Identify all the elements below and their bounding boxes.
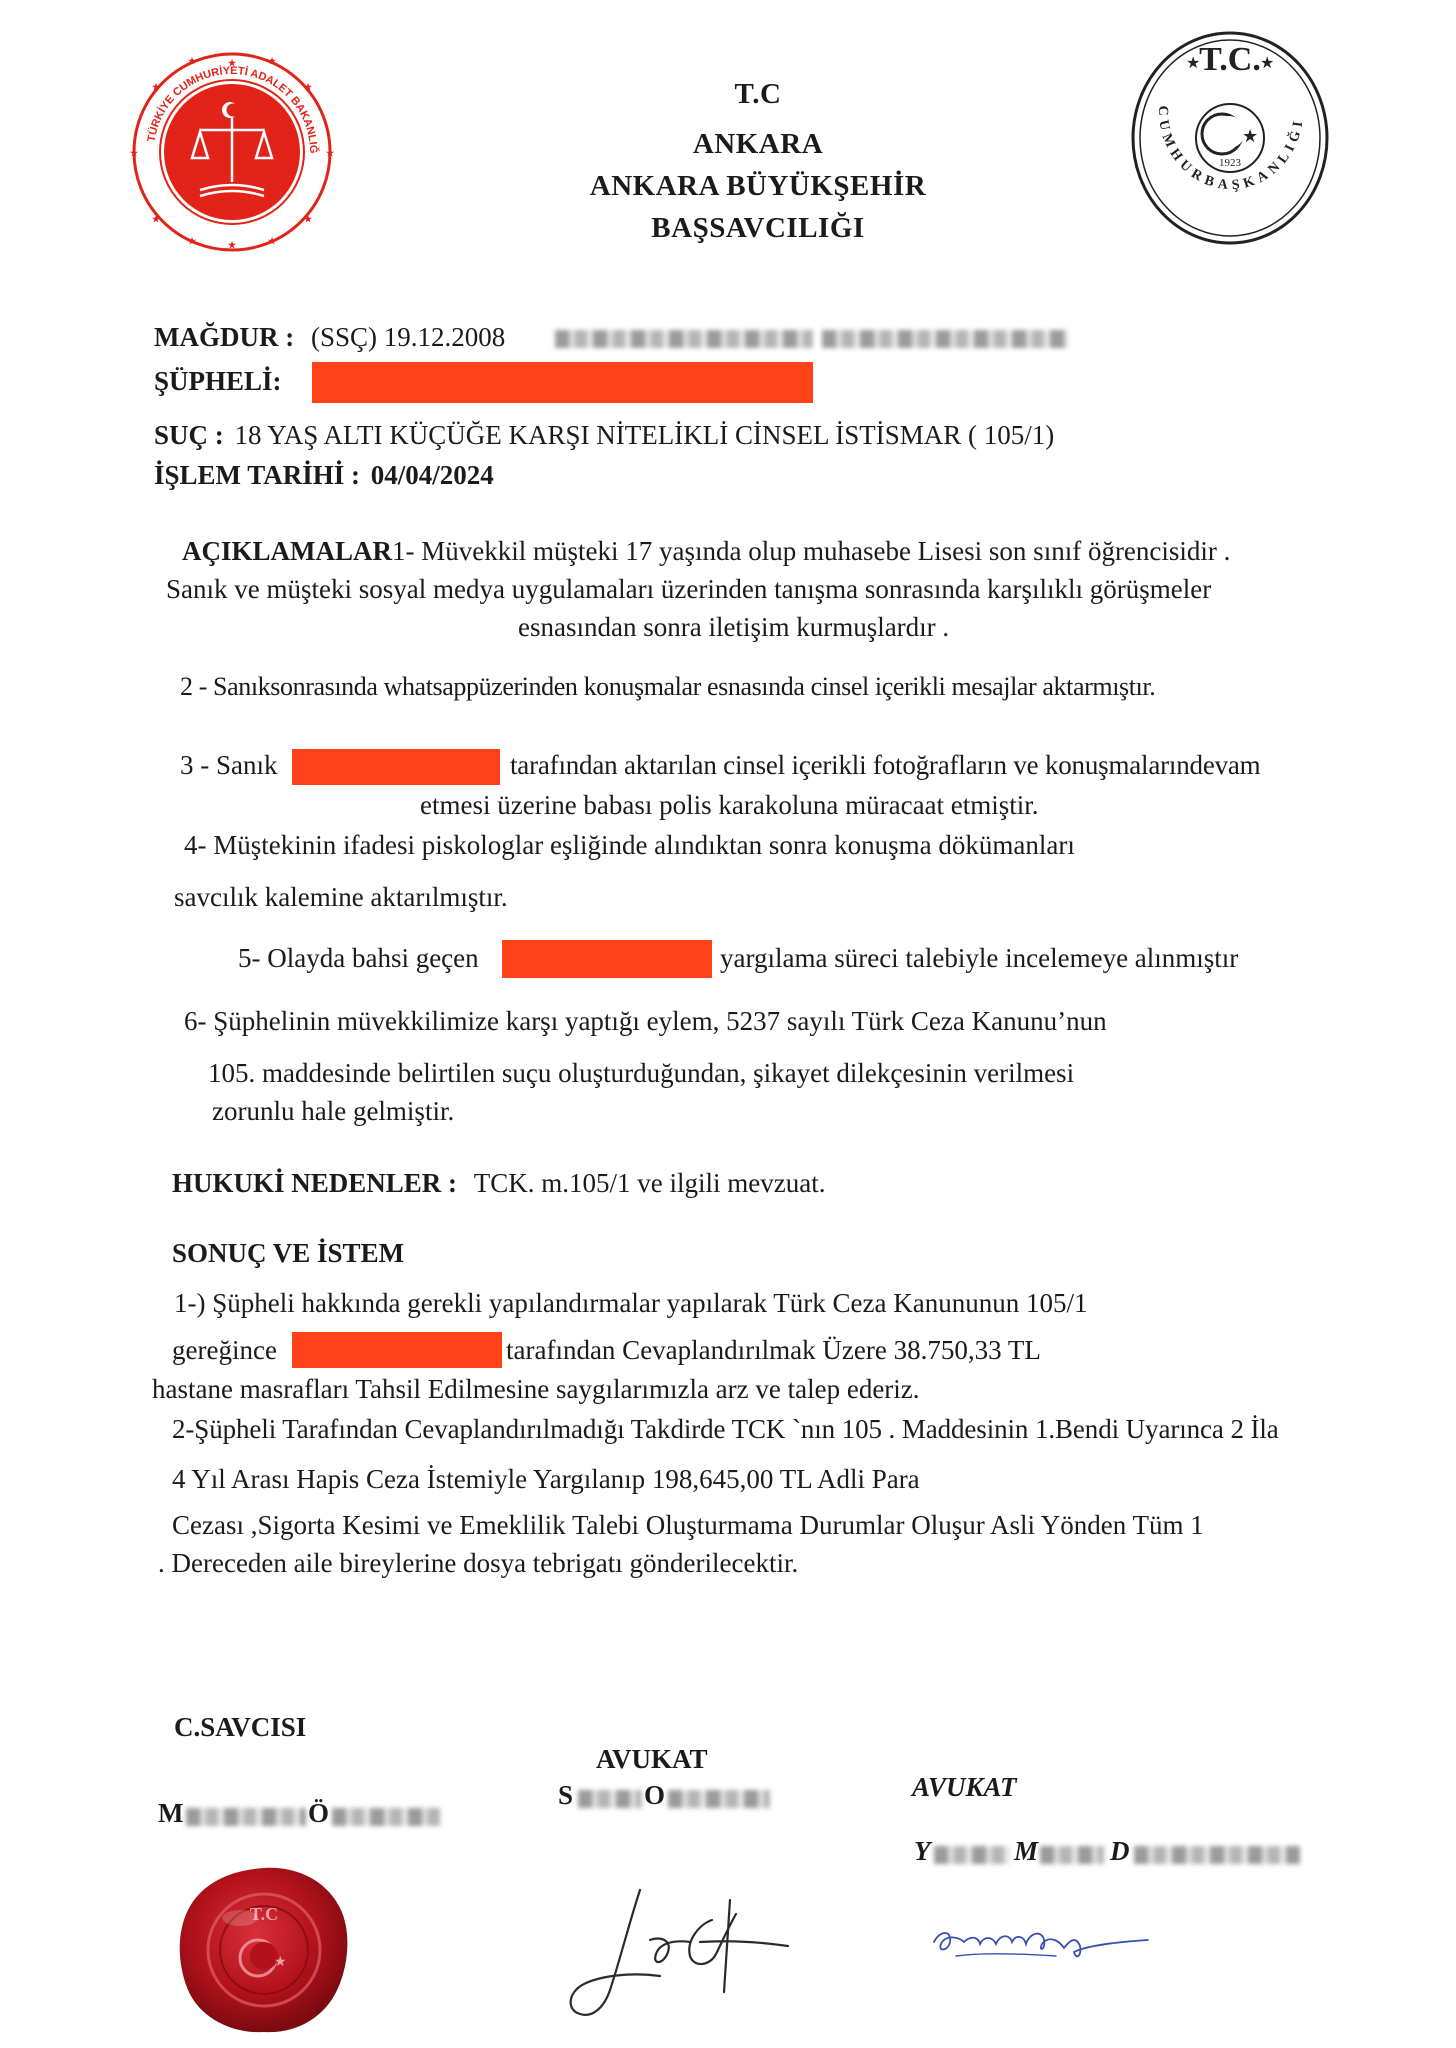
explanation-4-line-2: savcılık kalemine aktarılmıştır. <box>174 882 508 912</box>
explanation-5-suffix: yargılama süreci talebiyle incelemeye alınmıştır <box>720 943 1239 973</box>
lawyer-2-middle-redacted <box>1040 1846 1104 1864</box>
victim-value: (SSÇ) 19.12.2008 <box>310 322 506 352</box>
presidency-seal-year: 1923 <box>1219 157 1241 169</box>
svg-text:★: ★ <box>303 214 313 224</box>
crime-label: SUÇ : <box>154 420 224 450</box>
svg-text:★: ★ <box>325 148 335 158</box>
victim-row <box>154 322 505 353</box>
result-1-line-3: hastane masrafları Tahsil Edilmesine saygılarımızla arz ve talep ederiz. <box>152 1374 920 1404</box>
victim-surname-redacted <box>822 330 1068 348</box>
svg-text:★: ★ <box>267 56 277 66</box>
prosecutor-name-redacted <box>186 1808 306 1826</box>
lawyer-1-initial: S <box>558 1780 574 1810</box>
header-office: BAŞSAVCILIĞI <box>651 212 865 244</box>
lawyer-2-mid: M <box>1014 1836 1039 1866</box>
legal-value: TCK. m.105/1 ve ilgili mevzuat. <box>473 1168 826 1198</box>
crime-value: 18 YAŞ ALTI KÜÇÜĞE KARŞI NİTELİKLİ CİNSEL İSTİSMAR ( 105/1) <box>234 420 1055 450</box>
result-1-redacted <box>292 1332 502 1368</box>
result-2-line-2: 4 Yıl Arası Hapis Ceza İstemiyle Yargılanıp 198,645,00 TL Adli Para <box>172 1464 920 1494</box>
suspect-label: ŞÜPHELİ: <box>154 366 282 396</box>
explanation-6-line-3: zorunlu hale gelmiştir. <box>212 1096 455 1126</box>
lawyer-2-surname-redacted <box>1134 1846 1300 1864</box>
presidency-seal-top-text: T.C. <box>1199 41 1261 78</box>
svg-text:★: ★ <box>187 236 197 246</box>
prosecutor-mid: Ö <box>308 1798 330 1828</box>
header-tc: T.C <box>734 78 782 110</box>
crime-row <box>154 420 1054 451</box>
prosecutor-title: C.SAVCISI <box>174 1712 307 1742</box>
svg-text:★: ★ <box>151 214 161 224</box>
date-value: 04/04/2024 <box>370 460 494 490</box>
victim-label: MAĞDUR : <box>154 322 295 352</box>
svg-text:★: ★ <box>1186 55 1201 72</box>
presidency-seal-ring-text: CUMHURBAŞKANLIĞI <box>1154 105 1307 194</box>
victim-name-redacted <box>555 330 813 348</box>
lawyer-2-title: AVUKAT <box>912 1772 1017 1802</box>
header-metropolitan: ANKARA BÜYÜKŞEHİR <box>589 170 927 202</box>
explanation-2: 2 - Sanıksonrasında whatsappüzerinden konuşmalar esnasında cinsel içerikli mesajlar aktarmıştır. <box>180 672 1156 701</box>
date-label: İŞLEM TARİHİ : <box>154 460 361 490</box>
lawyer-1-signature <box>540 1880 800 2030</box>
legal-label: HUKUKİ NEDENLER : <box>172 1168 458 1198</box>
wax-seal-icon <box>176 1862 352 2038</box>
result-2-line-4: . Dereceden aile bireylerine dosya tebrigatı gönderilecektir. <box>158 1548 799 1578</box>
explanation-5-redacted <box>502 940 712 978</box>
explanation-6-line-1: 6- Şüphelinin müvekkilimize karşı yaptığı eylem, 5237 sayılı Türk Ceza Kanunu’nun <box>184 1006 1107 1036</box>
prosecutor-initial: M <box>158 1798 184 1828</box>
svg-text:★: ★ <box>267 236 277 246</box>
explanation-1-line-2: Sanık ve müşteki sosyal medya uygulamaları üzerinden tanışma sonrasında karşılıklı görüşmeler <box>166 574 1212 604</box>
presidency-seal-icon <box>1130 28 1330 248</box>
header-city: ANKARA <box>692 128 824 160</box>
explanation-5-prefix: 5- Olayda bahsi geçen <box>238 943 479 973</box>
svg-text:★: ★ <box>1260 55 1275 72</box>
wax-seal-text: T.C <box>249 1904 279 1924</box>
lawyer-1-name-redacted <box>578 1790 642 1808</box>
svg-text:★: ★ <box>1242 126 1259 146</box>
explanation-6-line-2: 105. maddesinde belirtilen suçu oluşturduğundan, şikayet dilekçesinin verilmesi <box>208 1058 1075 1088</box>
svg-text:★: ★ <box>187 56 197 66</box>
explanations-title: AÇIKLAMALAR <box>182 536 393 566</box>
lawyer-1-title: AVUKAT <box>596 1744 708 1774</box>
explanation-1-line-3: esnasından sonra iletişim kurmuşlardır . <box>518 612 950 642</box>
result-title: SONUÇ VE İSTEM <box>172 1238 405 1268</box>
result-1-line-1: 1-) Şüpheli hakkında gerekli yapılandırmalar yapılarak Türk Ceza Kanununun 105/1 <box>174 1288 1088 1318</box>
result-1-line-2: tarafından Cevaplandırılmak Üzere 38.750,33 TL <box>506 1335 1041 1365</box>
lawyer-2-last: D <box>1110 1836 1130 1866</box>
legal-row <box>172 1168 825 1199</box>
lawyer-2-initial: Y <box>914 1836 931 1866</box>
svg-text:★: ★ <box>227 58 237 68</box>
svg-text:★: ★ <box>274 1955 287 1970</box>
result-2-line-3: Cezası ,Sigorta Kesimi ve Emeklilik Talebi Oluşturmama Durumlar Oluşur Asli Yönden Tüm 1 <box>172 1510 1204 1540</box>
svg-text:★: ★ <box>151 82 161 92</box>
explanation-3-line-2: etmesi üzerine babası polis karakoluna müracaat etmiştir. <box>420 790 1039 820</box>
lawyer-1-surname-redacted <box>668 1790 770 1808</box>
svg-text:★: ★ <box>129 148 139 158</box>
prosecutor-surname-redacted <box>332 1808 440 1826</box>
suspect-name-redacted <box>312 362 813 403</box>
left-seal-ring-text: TÜRKİYE CUMHURİYETİ ADALET BAKANLIĞI <box>110 43 320 154</box>
result-2-line-1: 2-Şüpheli Tarafından Cevaplandırılmadığı Takdirde TCK `nın 105 . Maddesinin 1.Bendi Uyarınca 2 İla <box>172 1414 1279 1444</box>
lawyer-2-name-redacted <box>934 1846 1010 1864</box>
explanation-3-prefix: 3 - Sanık <box>180 750 278 780</box>
explanation-1-line-1: AÇIKLAMALAR1- Müvekkil müşteki 17 yaşında olup muhasebe Lisesi son sınıf öğrencisidir . <box>182 536 1231 566</box>
svg-text:★: ★ <box>227 240 237 250</box>
date-row <box>154 460 494 491</box>
explanation-3-redacted <box>292 749 500 785</box>
explanation-4-line-1: 4- Müştekinin ifadesi piskologlar eşliğinde alındıktan sonra konuşma dökümanları <box>184 830 1075 860</box>
svg-text:★: ★ <box>303 82 313 92</box>
lawyer-2-signature <box>926 1912 1156 1972</box>
result-1-prefix: gereğince <box>172 1335 277 1365</box>
explanation-3-line-1: tarafından aktarılan cinsel içerikli fotoğrafların ve konuşmalarındevam <box>510 750 1261 780</box>
lawyer-1-mid: O <box>644 1780 666 1810</box>
